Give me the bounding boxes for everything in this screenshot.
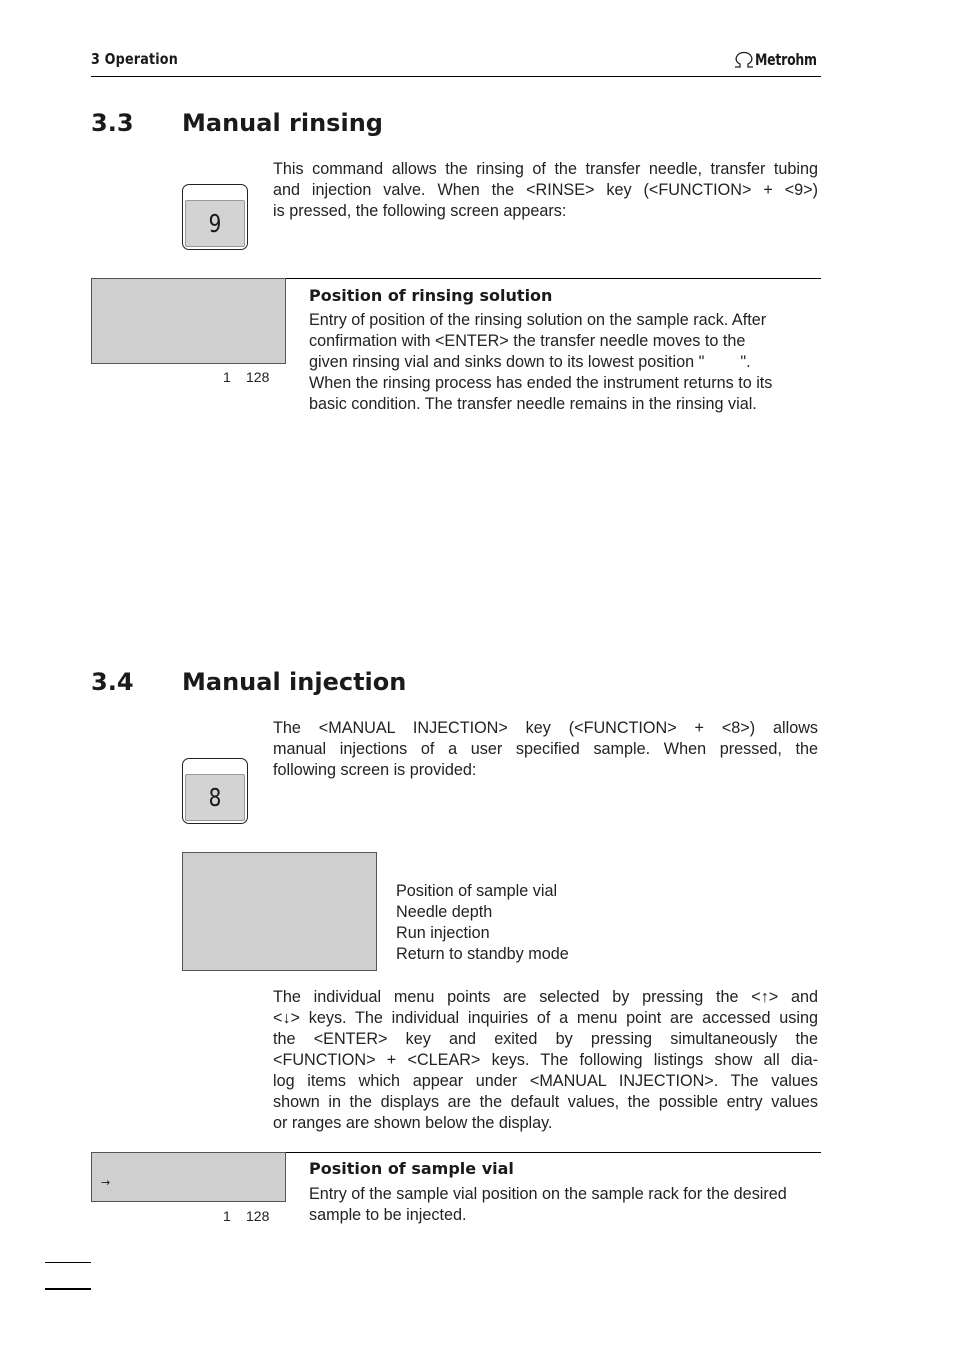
section-number-injection: 3.4 [91, 668, 134, 696]
injection-body-line: <FUNCTION> + <CLEAR> keys. The following listings show all dia- [273, 1051, 818, 1069]
display-screen-rinsing [91, 278, 286, 364]
range-max-rinsing: 128 [246, 369, 270, 385]
menu-item: Position of sample vial [396, 882, 558, 900]
item-text-sample-vial [309, 1184, 821, 1226]
logo-text: Metrohm [755, 50, 817, 69]
section-number-rinsing: 3.3 [91, 109, 134, 137]
section-title-rinsing: Manual rinsing [182, 109, 383, 137]
item-text-line: When the rinsing process has ended the instrument returns to its [309, 374, 773, 392]
injection-body-line: the <ENTER> key and exited by pressing simultaneously the [273, 1030, 818, 1048]
item-text-line: basic condition. The transfer needle remains in the rinsing vial. [309, 395, 757, 413]
footer-mark-lower [45, 1288, 91, 1290]
item-text-line: given rinsing vial and sinks down to its lowest position " ". [309, 353, 751, 371]
rinsing-intro-line: is pressed, the following screen appears: [273, 202, 567, 220]
range-min-sample-vial: 1 [223, 1208, 231, 1224]
section-title-injection: Manual injection [182, 668, 407, 696]
injection-intro-line: manual injections of a user specified sample. When pressed, the [273, 740, 818, 758]
footer-mark-upper [45, 1262, 91, 1263]
injection-body-line: <↓> keys. The individual inquiries of a menu point are accessed using [273, 1009, 818, 1027]
item-text-line: confirmation with <ENTER> the transfer needle moves to the [309, 332, 746, 350]
rinsing-intro-line: This command allows the rinsing of the transfer needle, transfer tubing [273, 160, 818, 178]
range-max-sample-vial: 128 [246, 1208, 270, 1224]
omega-logo-icon [733, 51, 755, 69]
key-8-label: 8 [208, 783, 222, 812]
injection-body-line: log items which appear under <MANUAL INJECTION>. The values [273, 1072, 818, 1090]
item-text-rinsing [309, 310, 821, 415]
display-arrow-icon: → [101, 1176, 111, 1189]
display-screen-injection-menu [182, 852, 377, 971]
key-8-button [182, 758, 248, 824]
item-title-sample-vial: Position of sample vial [309, 1159, 514, 1178]
menu-item: Return to standby mode [396, 945, 569, 963]
metrohm-logo [733, 50, 823, 72]
injection-body-line: The individual menu points are selected by pressing the <↑> and [273, 988, 818, 1006]
item-text-line: Entry of position of the rinsing solution on the sample rack. After [309, 311, 767, 329]
item-title-rinsing-position: Position of rinsing solution [309, 286, 553, 305]
injection-intro-line: following screen is provided: [273, 761, 477, 779]
injection-body-line: or ranges are shown below the display. [273, 1114, 553, 1132]
item-text-line: sample to be injected. [309, 1206, 467, 1224]
range-min-rinsing: 1 [223, 369, 231, 385]
injection-body-line: shown in the displays are the default values, the possible entry values [273, 1093, 818, 1111]
menu-item: Run injection [396, 924, 490, 942]
injection-menu-list [396, 881, 569, 965]
injection-body [273, 987, 818, 1134]
key-9-label: 9 [208, 209, 222, 238]
menu-item: Needle depth [396, 903, 493, 921]
item-text-line: Entry of the sample vial position on the sample rack for the desired [309, 1185, 787, 1203]
running-header-chapter: 3 Operation [91, 50, 178, 68]
header-rule [91, 76, 821, 77]
display-screen-sample-vial [91, 1152, 286, 1202]
rinsing-intro [273, 159, 818, 222]
injection-intro [273, 718, 818, 781]
injection-intro-line: The <MANUAL INJECTION> key (<FUNCTION> + <8>) allows [273, 719, 818, 737]
rinsing-intro-line: and injection valve. When the <RINSE> key (<FUNCTION> + <9>) [273, 181, 818, 199]
key-9-button [182, 184, 248, 250]
